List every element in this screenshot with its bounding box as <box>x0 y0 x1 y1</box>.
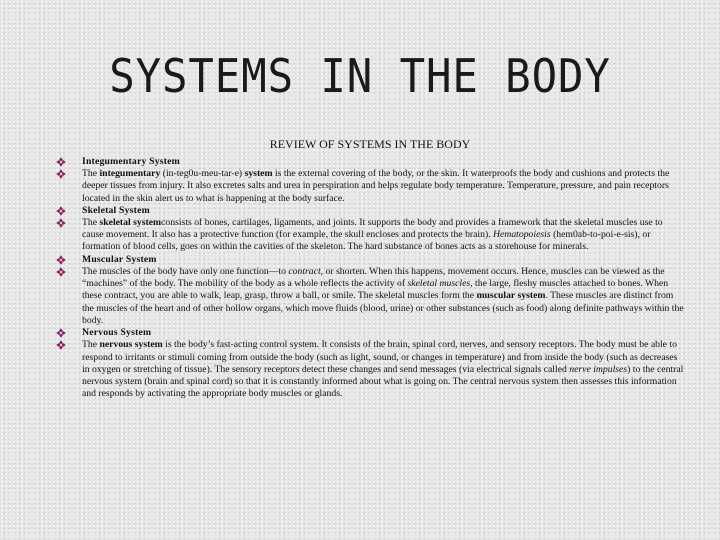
diamond-bullet-icon <box>56 169 66 179</box>
section-heading: Skeletal System <box>82 204 150 216</box>
section-paragraph: The integumentary (in-teg0u-meu-tar-e) system is the external covering of the body, or the skin. It waterproofs the body and cushions and protects the deeper tissues from injury. It also excretes salts and urea in perspiration and helps regulate body temperature. Temperature, pressure, and pain receptors located in the skin alert us to what is happening at the body surface. <box>82 168 670 204</box>
list-item <box>56 217 684 254</box>
diamond-bullet-icon <box>56 218 66 228</box>
section-heading: Nervous System <box>82 327 152 339</box>
section-heading: Muscular System <box>82 253 157 265</box>
section-paragraph: The muscles of the body have only one function—to contract, or shorten. When this happens, movement occurs. Hence, muscles can be viewed as the “machines” of the body. The mobility of the body as a whole reflects the activity of skeletal muscles, the large, fleshy muscles attached to bones. When these contract, you are able to walk, leap, grasp, throw a ball, or smile. The skeletal muscles form the muscular system. These muscles are distinct from the muscles of the heart and of other hollow organs, which move fluids (blood, urine) or other substances (such as food) along definite pathways within the body. <box>82 265 684 326</box>
slide-title: SYSTEMS IN THE BODY <box>109 49 611 103</box>
list-item <box>56 266 684 327</box>
slide-subtitle: REVIEW OF SYSTEMS IN THE BODY <box>269 137 471 151</box>
list-item <box>56 254 684 266</box>
list-item <box>56 327 684 339</box>
list-item <box>56 205 684 217</box>
list-item <box>56 339 684 400</box>
content-list <box>56 156 684 401</box>
section-paragraph: The nervous system is the body’s fast-acting control system. It consists of the brain, spinal cord, nerves, and sensory receptors. The body must be able to respond to irritants or stimuli coming from outside the body (such as light, sound, or changes in temperature) and from inside the body (such as decreases in oxygen or stretching of tissue). The sensory receptors detect these changes and send messages (via electrical signals called nerve impulses) to the central nervous system (brain and spinal cord) so that it is constantly informed about what is going on. The central nervous system then assesses this information and responds by activating the appropriate body muscles or glands. <box>82 339 684 400</box>
diamond-bullet-icon <box>56 206 66 216</box>
list-item <box>56 168 684 205</box>
section-paragraph: The skeletal systemconsists of bones, cartilages, ligaments, and joints. It supports the body and provides a framework that the skeletal muscles use to cause movement. It also has a protective function (for example, the skull encloses and protects the brain). Hematopoiesis (hem0ab-to-poi-e-sis), or formation of blood cells, goes on within the cavities of the skeleton. The hard substance of bones acts as a storehouse for minerals. <box>82 216 663 253</box>
diamond-bullet-icon <box>56 157 66 167</box>
section-heading: Integumentary System <box>82 156 180 167</box>
diamond-bullet-icon <box>56 340 66 350</box>
diamond-bullet-icon <box>56 255 66 265</box>
list-item <box>56 156 684 168</box>
diamond-bullet-icon <box>56 328 66 338</box>
diamond-bullet-icon <box>56 267 66 277</box>
